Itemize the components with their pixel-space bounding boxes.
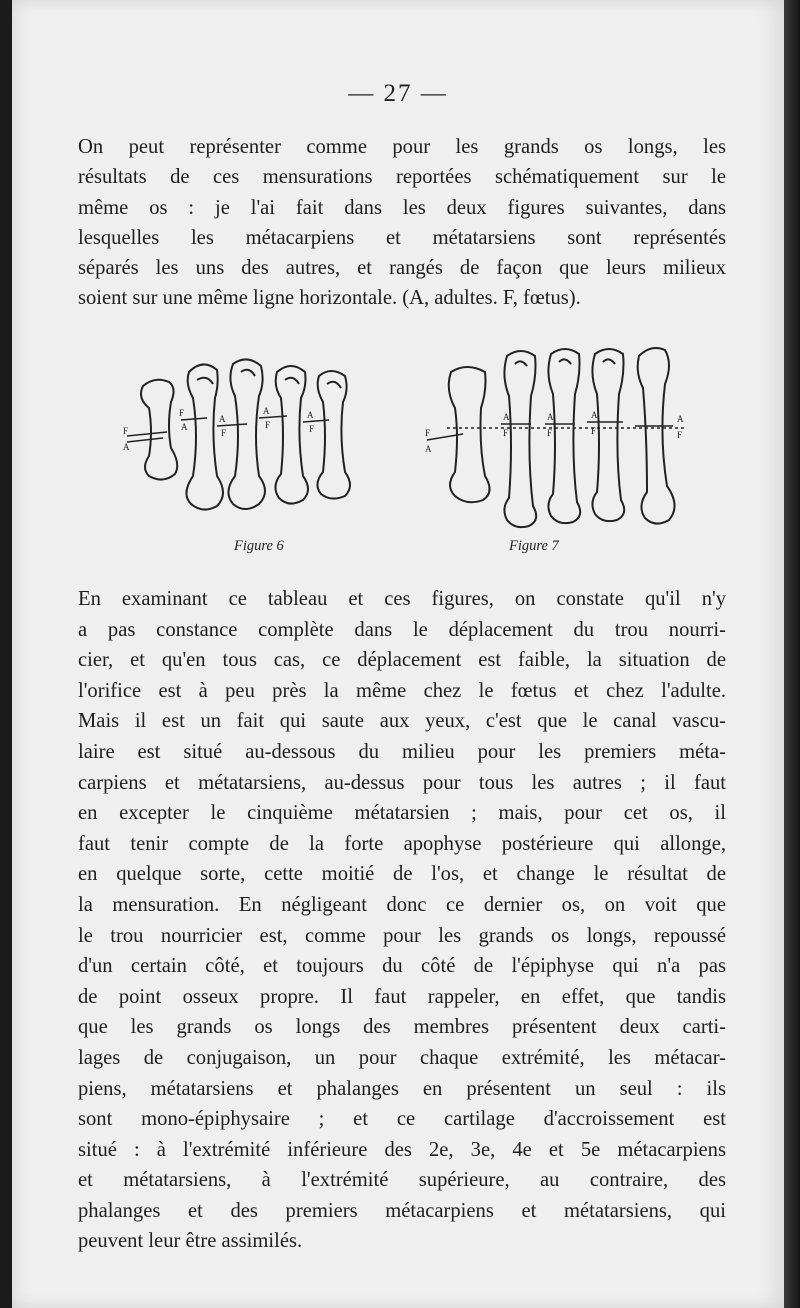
text-line: situé : à l'extrémité inférieure des 2e, 3e, 4e et 5e métacarpiens xyxy=(78,1138,726,1161)
text-line: en excepter le cinquième métatarsien ; mais, pour cet os, il xyxy=(78,802,726,825)
text-line: l'orifice est à peu près la même chez le fœtus et chez l'adulte. xyxy=(78,679,726,702)
bone-6-1 xyxy=(141,380,177,480)
figure-6-drawing xyxy=(141,359,350,509)
figure-6-label: F xyxy=(123,426,129,436)
bone-7-3 xyxy=(548,349,580,523)
text-line: soient sur une même ligne horizontale. (A, adultes. F, fœtus). xyxy=(78,287,581,310)
figure-6-caption: Figure 6 xyxy=(234,538,284,554)
figure-6-label: A xyxy=(123,442,130,452)
bone-7-2 xyxy=(504,351,536,527)
bone-7-5 xyxy=(638,348,675,524)
figure-7-label: F xyxy=(547,428,553,438)
scan-edge xyxy=(784,0,800,1308)
figure-7-label: F xyxy=(425,428,431,438)
figure-7-label: A xyxy=(677,414,684,424)
figure-6-label: A xyxy=(263,406,270,416)
text-line: que les grands os longs des membres présentent deux carti- xyxy=(78,1016,726,1039)
text-line: sont mono-épiphysaire ; et ce cartilage d'accroissement est xyxy=(78,1108,726,1131)
text-line: d'un certain côté, et toujours du côté de l'épiphyse qui n'a pas xyxy=(78,955,726,978)
text-line: En examinant ce tableau et ces figures, on constate qu'il n'y xyxy=(78,588,726,610)
figure-6-label: A xyxy=(181,422,188,432)
text-line: lages de conjugaison, un pour chaque extrémité, les métacar- xyxy=(78,1046,726,1069)
figure-7-label: F xyxy=(591,426,597,436)
text-line: et métatarsiens, à l'extrémité supérieure, au contraire, des xyxy=(78,1169,726,1192)
text-line: carpiens et métatarsiens, au-dessus pour tous les autres ; il faut xyxy=(78,771,726,794)
figure-7-label: F xyxy=(503,428,509,438)
bone-6-2 xyxy=(186,364,223,509)
paragraph-intro xyxy=(78,132,726,314)
figure-7-label: A xyxy=(503,412,510,422)
figure-7-caption: Figure 7 xyxy=(509,538,559,554)
page-number: — 27 — xyxy=(348,80,448,107)
text-line: cier, et qu'en tous cas, ce déplacement est faible, la situation de xyxy=(78,649,726,672)
text-line: faut tenir compte de la forte apophyse postérieure qui allonge, xyxy=(78,832,726,855)
figure-6-label: F xyxy=(179,408,185,418)
text-line: même os : je l'ai fait dans les deux figures suivantes, dans xyxy=(78,196,726,219)
figure-7-label: F xyxy=(677,430,683,440)
book-page xyxy=(12,0,784,1308)
text-line: résultats de ces mensurations reportées schématiquement sur le xyxy=(78,166,726,189)
figure-6-label: A xyxy=(307,410,314,420)
figure-7-label: A xyxy=(425,444,432,454)
bone-6-5 xyxy=(317,371,350,499)
figure-6-label: F xyxy=(309,424,315,434)
bone-figures xyxy=(107,336,707,546)
text-line: peuvent leur être assimilés. xyxy=(78,1230,303,1253)
text-line: la mensuration. En négligeant donc ce dernier os, on voit que xyxy=(78,893,726,916)
figure-6-label: F xyxy=(221,428,227,438)
text-line: phalanges et des premiers métacarpiens et métatarsiens, qui xyxy=(78,1199,726,1222)
figure-6-label: F xyxy=(265,420,271,430)
text-line: piens, métatarsiens et phalanges en présentent un seul : ils xyxy=(78,1077,726,1100)
figure-7-label: A xyxy=(591,410,598,420)
text-line: On peut représenter comme pour les grands os longs, les xyxy=(78,136,726,158)
bone-7-4 xyxy=(592,349,624,521)
text-line: de point osseux propre. Il faut rappeler, en effet, que tandis xyxy=(78,985,726,1008)
bone-6-4 xyxy=(275,366,308,504)
paragraph-analysis xyxy=(78,584,726,1257)
bone-6-3 xyxy=(228,359,265,509)
text-line: séparés les uns des autres, et rangés de façon que leurs milieux xyxy=(78,257,726,280)
bone-7-1 xyxy=(449,367,490,502)
figure-6-label: A xyxy=(219,414,226,424)
text-line: lesquelles les métacarpiens et métatarsiens sont représentés xyxy=(78,226,726,249)
figure-7-label: A xyxy=(547,412,554,422)
text-line: le trou nourricier est, comme pour les grands os longs, repoussé xyxy=(78,924,726,947)
text-line: laire est situé au-dessous du milieu pour les premiers méta- xyxy=(78,740,726,763)
text-line: Mais il est un fait qui saute aux yeux, c'est que le canal vascu- xyxy=(78,710,726,733)
figure-7-drawing xyxy=(449,348,675,527)
text-line: a pas constance complète dans le déplacement du trou nourri- xyxy=(78,618,726,641)
text-line: en quelque sorte, cette moitié de l'os, et change le résultat de xyxy=(78,863,726,886)
